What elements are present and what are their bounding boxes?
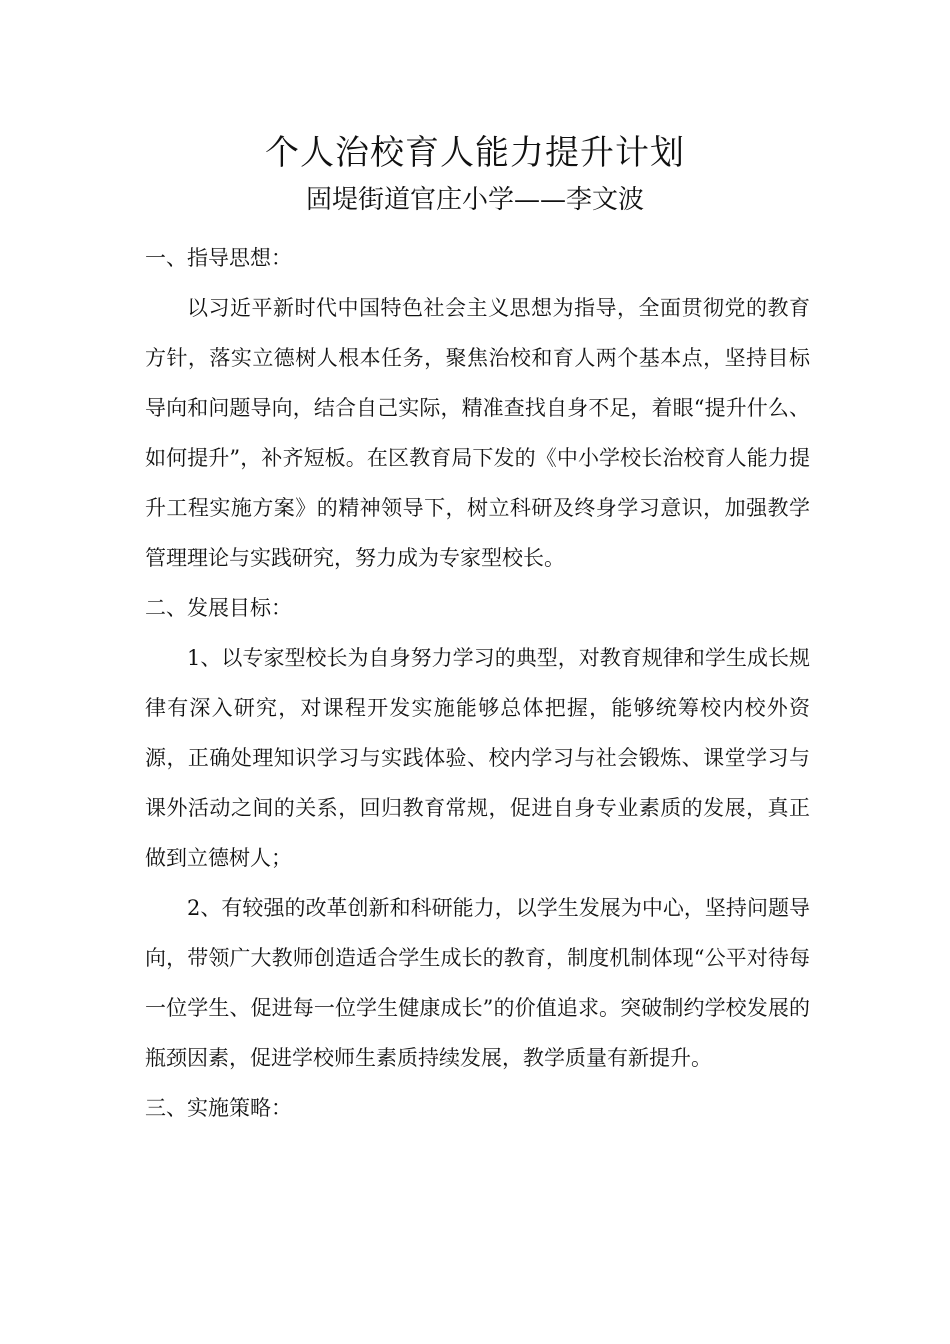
paragraph-guiding-ideology: 以习近平新时代中国特色社会主义思想为指导，全面贯彻党的教育方针，落实立德树人根本任务，聚焦治校和育人两个基本点，坚持目标导向和问题导向，结合自己实际，精准查找自身不足，着眼“提升什么、如何提升”，补齐短板。在区教育局下发的《中小学校长治校育人能力提升工程实施方案》的精神领导下，树立科研及终身学习意识，加强教学管理理论与实践研究，努力成为专家型校长。 (145, 296, 810, 570)
section-heading-guiding-ideology: 一、指导思想： (145, 246, 292, 270)
document-title: 个人治校育人能力提升计划 (265, 133, 685, 173)
document-subtitle: 固堤街道官庄小学——李文波 (305, 185, 644, 215)
section-heading-development-goals: 二、发展目标： (145, 596, 292, 620)
section-heading-implementation-strategy: 三、实施策略： (145, 1096, 292, 1120)
document-body (145, 233, 810, 1133)
paragraph-goal-2: 2、有较强的改革创新和科研能力，以学生发展为中心，坚持问题导向，带领广大教师创造适合学生成长的教育，制度机制体现“公平对待每一位学生、促进每一位学生健康成长”的价值追求。突破制约学校发展的瓶颈因素，促进学校师生素质持续发展，教学质量有新提升。 (145, 896, 810, 1070)
paragraph-goal-1: 1、以专家型校长为自身努力学习的典型，对教育规律和学生成长规律有深入研究，对课程开发实施能够总体把握，能够统筹校内校外资源，正确处理知识学习与实践体验、校内学习与社会锻炼、课堂学习与课外活动之间的关系，回归教育常规，促进自身专业素质的发展，真正做到立德树人； (145, 646, 810, 870)
